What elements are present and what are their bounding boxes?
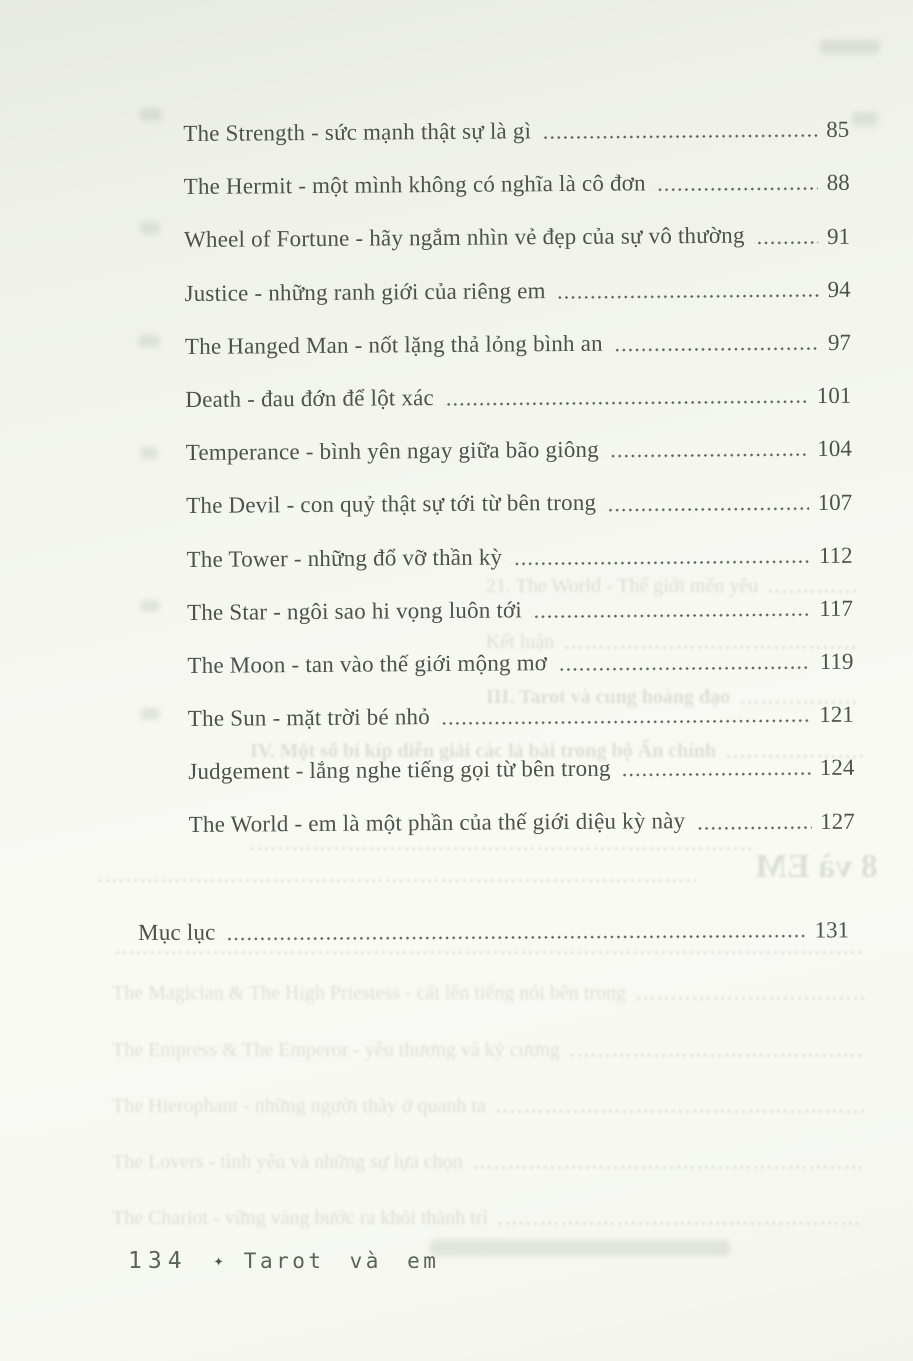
- dot-leader: [620, 771, 811, 779]
- toc-entry-page: 85: [826, 116, 850, 143]
- toc-entry-page: 107: [817, 489, 853, 515]
- footer-page-number: 134: [128, 1248, 188, 1274]
- ghost-smudge: [820, 40, 880, 54]
- toc-entry: [188, 733, 854, 791]
- toc-entry: [184, 254, 850, 312]
- toc-entry-page: 127: [820, 808, 855, 834]
- ghost-line: [112, 983, 868, 1003]
- dot-leader: [608, 451, 808, 459]
- dot-leader: [511, 558, 810, 566]
- ghost-smudge: [140, 447, 158, 459]
- ghost-dot-leader: [97, 878, 696, 883]
- ghost-dot-leader: [472, 1165, 864, 1170]
- toc-entry-label: The Moon - tan vào thế giới mộng mơ: [187, 650, 548, 678]
- toc-entry: [183, 148, 849, 206]
- toc-entry-page: 91: [826, 223, 851, 249]
- ghost-line: [112, 1208, 868, 1228]
- toc-entry: [188, 786, 854, 844]
- toc-entry-page: 112: [818, 542, 853, 568]
- dot-leader: [443, 398, 808, 407]
- ghost-line-text: The Chariot - vững vàng bước ra khỏi thành trì: [112, 1207, 489, 1229]
- dot-leader: [612, 345, 819, 353]
- toc-entry: [186, 467, 852, 525]
- ghost-line-text: The Empress & The Emperor - yêu thương và kỷ cương: [112, 1039, 560, 1061]
- ghost-line-text: IV. Một số bí kíp diễn giải các lá bài trong bộ Ẩn chính: [250, 740, 717, 762]
- toc-entry: [187, 573, 853, 631]
- ghost-dot-leader: [249, 846, 756, 851]
- toc-entry-label: Judgement - lắng nghe tiếng gọi từ bên trong: [188, 755, 611, 785]
- ghost-dot-leader: [569, 1053, 864, 1058]
- ghost-dot-leader: [495, 1109, 864, 1114]
- toc-entry-label: Temperance - bình yên ngay giữa bão giông: [185, 436, 599, 466]
- toc-entry-page: 119: [819, 648, 854, 675]
- ghost-line-text: The Hierophant - những người thầy ở quanh ta: [112, 1095, 486, 1117]
- dot-leader: [555, 292, 819, 300]
- toc-entry-page: 97: [827, 329, 852, 355]
- toc-list: [183, 95, 855, 845]
- ghost-line-text: 8 và EM: [755, 848, 878, 885]
- toc-entry-page: 124: [819, 755, 855, 781]
- dot-leader: [754, 239, 818, 246]
- ghost-line: [112, 1040, 868, 1060]
- toc-entry: [186, 520, 852, 578]
- ghost-smudge: [430, 1240, 730, 1256]
- toc-entry-label: The Hermit - một mình không có nghĩa là cô đơn: [183, 170, 646, 200]
- toc-entry: [185, 361, 851, 419]
- dot-leader: [694, 824, 811, 831]
- toc-entry: [187, 627, 853, 685]
- toc-entry-label: The Devil - con quỷ thật sự tới từ bên trong: [186, 490, 597, 519]
- toc-index-row: [138, 901, 849, 945]
- toc-entry-page: 88: [826, 170, 850, 196]
- ghost-dot-leader: [497, 1221, 864, 1226]
- ghost-line: [240, 846, 760, 853]
- toc-entry-label: The Tower - những đổ vỡ thần kỳ: [186, 544, 503, 572]
- toc-entry: [183, 95, 849, 153]
- toc-entry: [184, 201, 850, 259]
- ghost-dot-leader: [114, 950, 863, 955]
- ghost-line: [88, 878, 700, 885]
- toc-entry-label: The World - em là một phần của thế giới diệu kỳ này: [188, 808, 686, 838]
- dot-leader: [531, 611, 810, 619]
- ghost-line-text: III. Tarot và cung hoàng đạo: [486, 686, 731, 708]
- footer-book-title: Tarot và em: [243, 1249, 440, 1273]
- dot-leader: [605, 505, 809, 513]
- toc-entry-label: The Strength - sức mạnh thật sự là gì: [183, 118, 532, 147]
- ghost-line: [112, 1096, 868, 1116]
- diamond-star-icon: ✦: [213, 1251, 224, 1271]
- toc-entry: [188, 680, 854, 738]
- dot-leader: [225, 933, 806, 942]
- ghost-smudge: [140, 600, 160, 612]
- toc-entry-page: 104: [817, 436, 852, 462]
- toc-entry-label: Death - đau đớn để lột xác: [185, 385, 435, 412]
- ghost-smudge: [140, 222, 160, 234]
- toc-entry: [185, 308, 851, 366]
- ghost-line-text: The Magician & The High Priestess - cất lên tiếng nói bên trong: [112, 982, 626, 1004]
- footer: [128, 1248, 439, 1274]
- ghost-smudge: [140, 108, 162, 121]
- dot-leader: [540, 132, 817, 140]
- toc-entry-label: The Sun - mặt trời bé nhỏ: [187, 704, 430, 732]
- ghost-dot-leader: [635, 996, 864, 1001]
- toc-entry-page: 101: [816, 382, 852, 409]
- ghost-line-text: Kết luận: [486, 631, 555, 653]
- ghost-smudge: [852, 112, 878, 126]
- ghost-line: [105, 950, 867, 957]
- dot-leader: [556, 664, 811, 672]
- toc-entry-label: The Hanged Man - nốt lặng thả lỏng bình an: [184, 330, 603, 359]
- ghost-line-text: The Lovers - tình yêu và những sự lựa chọn: [112, 1151, 463, 1173]
- dot-leader: [655, 185, 818, 192]
- toc-entry-page: 94: [827, 276, 851, 302]
- ghost-line: [112, 1152, 868, 1172]
- dot-leader: [439, 717, 811, 726]
- toc-entry-label: Wheel of Fortune - hãy ngắm nhìn vẻ đẹp của sự vô thường: [184, 223, 745, 253]
- toc-entry-page: 117: [819, 595, 854, 621]
- toc-index-label: Mục lục: [138, 919, 216, 945]
- toc-entry-label: Justice - những ranh giới của riêng em: [184, 277, 546, 306]
- ghost-line: [742, 850, 878, 884]
- ghost-line-text: 21. The World - Thế giới mến yêu: [486, 575, 759, 597]
- toc-entry-page: 121: [819, 702, 854, 728]
- ghost-smudge: [138, 335, 160, 347]
- toc-index-page: 131: [814, 917, 850, 943]
- ghost-smudge: [140, 708, 160, 720]
- toc-entry: [186, 414, 852, 472]
- toc-entry-label: The Star - ngôi sao hi vọng luôn tới: [186, 597, 523, 625]
